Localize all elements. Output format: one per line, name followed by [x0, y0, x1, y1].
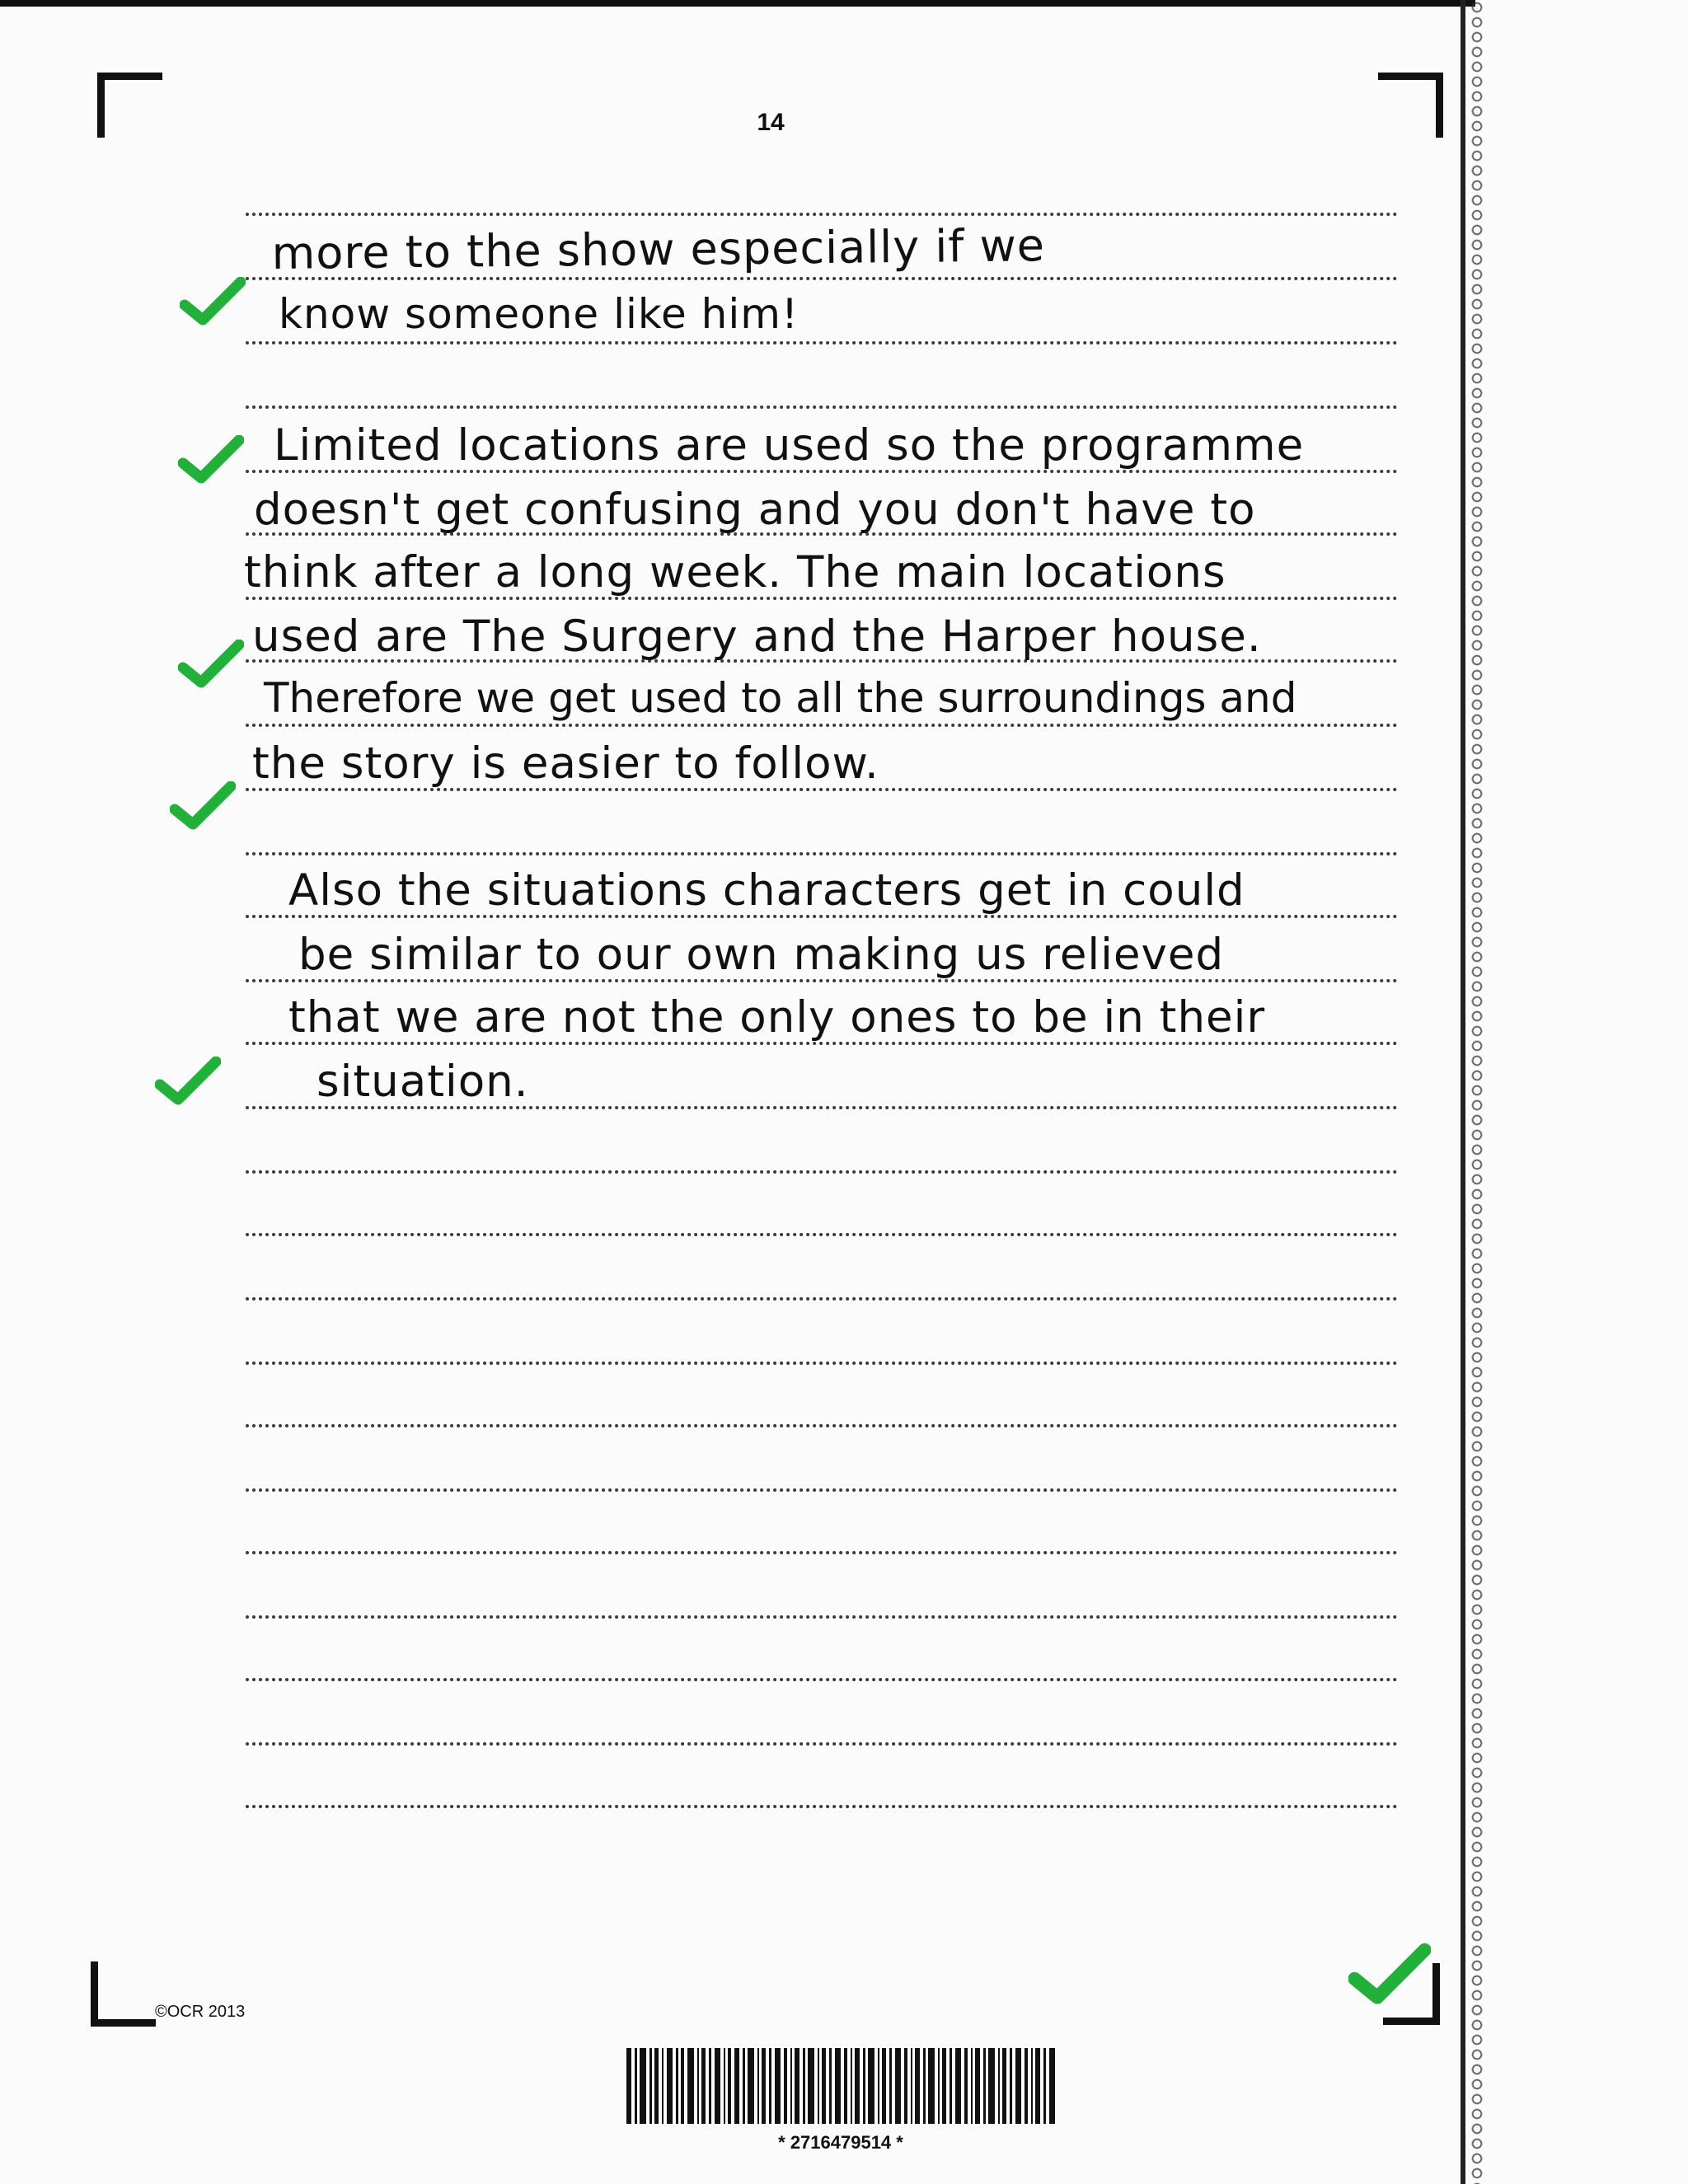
tick-mark-icon — [170, 781, 236, 831]
answer-rule — [246, 1742, 1398, 1746]
answer-rule — [246, 341, 1398, 344]
answer-rule — [246, 1805, 1398, 1808]
tick-mark-icon — [180, 277, 246, 326]
tick-mark-icon — [178, 640, 244, 689]
perforated-edge — [1467, 0, 1487, 2184]
handwritten-line: that we are not the only ones to be in their — [288, 992, 1266, 1043]
handwritten-line: used are The Surgery and the Harper house. — [252, 612, 1262, 662]
handwritten-line: the story is easier to follow. — [252, 738, 879, 789]
handwritten-line: know someone like him! — [279, 290, 799, 338]
answer-rule — [246, 724, 1398, 727]
handwritten-line: Also the situations characters get in could — [288, 865, 1245, 916]
answer-rule — [246, 213, 1398, 216]
scan-top-edge — [0, 0, 1475, 7]
answer-rule — [246, 1615, 1398, 1619]
tick-mark-icon — [178, 435, 244, 485]
handwritten-line: think after a long week. The main locations — [244, 547, 1226, 598]
answer-rule — [246, 1551, 1398, 1554]
answer-rule — [246, 405, 1398, 409]
scan-right-edge — [1461, 0, 1465, 2184]
answer-rule — [246, 1233, 1398, 1236]
answer-rule — [246, 1361, 1398, 1365]
barcode-number: * 2716479514 * — [778, 2132, 903, 2153]
answer-rule — [246, 1488, 1398, 1492]
answer-rule — [246, 852, 1398, 855]
handwritten-line: Therefore we get used to all the surroundings and — [264, 674, 1297, 722]
copyright-notice: ©OCR 2013 — [155, 2003, 246, 2021]
answer-rule — [246, 1678, 1398, 1681]
handwritten-line: doesn't get confusing and you don't have to — [254, 485, 1256, 535]
handwritten-line: Limited locations are used so the programme — [274, 420, 1305, 471]
handwritten-line: more to the show especially if we — [271, 219, 1046, 279]
page-number: 14 — [757, 109, 785, 136]
barcode — [626, 2048, 1055, 2124]
corner-mark-top-left — [97, 73, 162, 138]
tick-mark-icon — [1348, 1943, 1431, 2006]
answer-rule — [246, 1297, 1398, 1301]
corner-mark-top-right — [1378, 73, 1443, 138]
answer-rule — [246, 1424, 1398, 1427]
corner-mark-bottom-left — [91, 1961, 156, 2027]
answer-rule — [246, 1170, 1398, 1174]
handwritten-line: be similar to our own making us relieved — [298, 930, 1225, 980]
handwritten-line: situation. — [316, 1057, 529, 1107]
tick-mark-icon — [155, 1057, 221, 1106]
